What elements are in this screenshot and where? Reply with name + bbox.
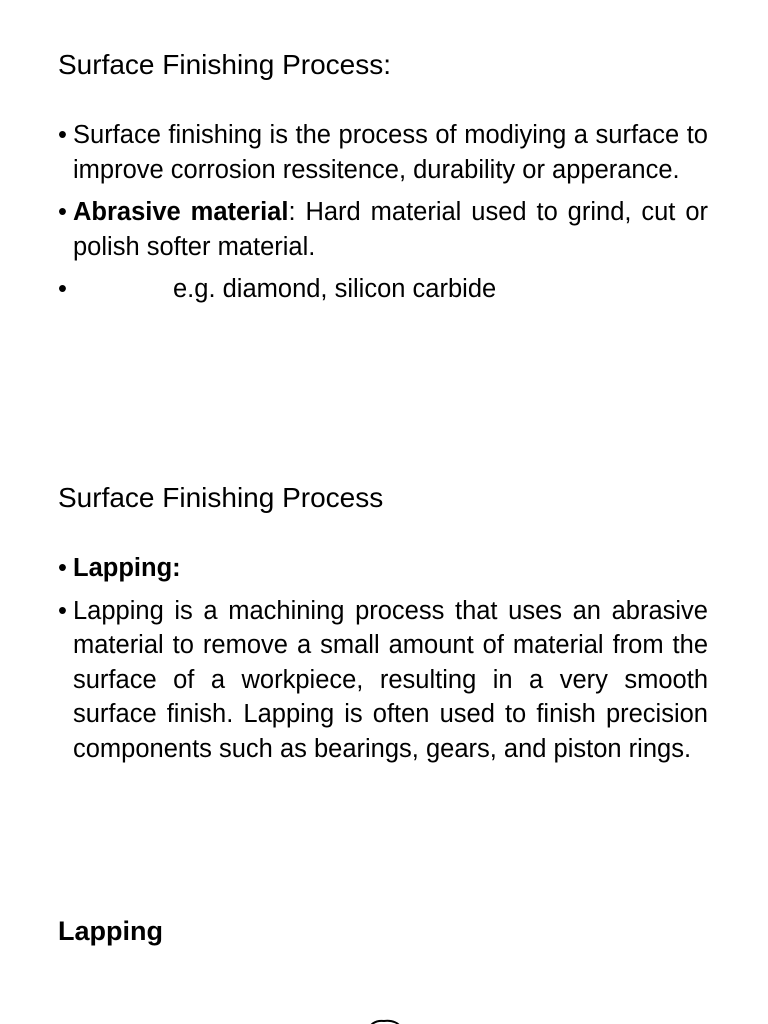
bullet-item [58,195,708,264]
bullet-item [58,118,708,187]
bullet-term: Lapping: [73,554,181,582]
bullet-text: e.g. diamond, silicon carbide [173,275,497,303]
bullet-text: Lapping is a machining process that uses an abrasive material to remove a small amount of material from the surface of a workpiece, resulting in a very smooth surface finish. Lapping is often used to finish precision components such as bearings, gears, and piston rings. [73,596,708,763]
section1-title: Surface Finishing Process: [58,49,392,80]
section2-bullet-list [58,551,708,774]
bullet-marker: • [58,275,67,303]
bullet-text: : Hard material used to grind, cut or polish softer material. [73,198,708,261]
bullet-item [58,551,708,586]
section2-title: Surface Finishing Process [58,482,384,513]
bullet-marker: • [58,596,67,625]
lapping-figure-icon [364,1014,404,1024]
bullet-text: Surface finishing is the process of modiying a surface to improve corrosion ressitence, durability or apperance. [73,121,708,184]
section3-title: Lapping [58,916,163,946]
section1-bullet-list [58,118,708,315]
bullet-item [58,272,708,307]
bullet-marker: • [58,198,67,226]
bullet-term: Abrasive material [73,198,289,226]
bullet-item [58,594,708,767]
bullet-marker: • [58,554,67,582]
bullet-marker: • [58,121,67,149]
